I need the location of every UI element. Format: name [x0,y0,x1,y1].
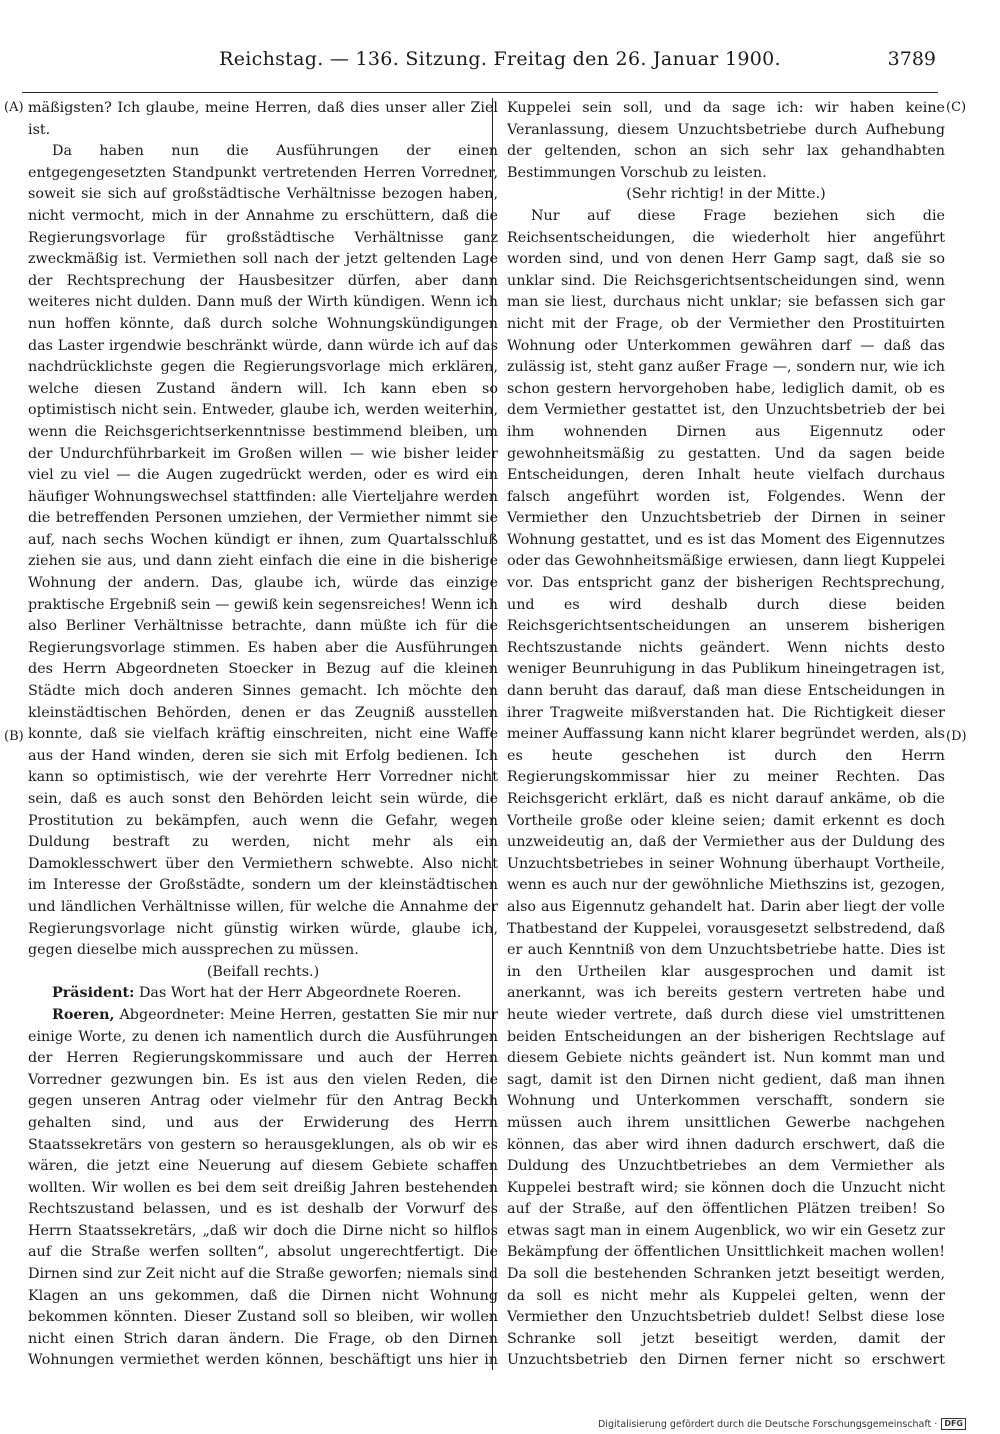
paragraph: Da haben nun die Ausführungen der einen entgegengesetzten Standpunkt vertretenden Herren Vorredner, soweit sie sich auf großstädtische Verhältnisse bezogen haben, nicht vermocht, mich in der Annahme zu erschüttern, daß die Regierungsvorlage für großstädtische Verhältnisse ganz zweckmäßig ist. Vermiethen soll nach der jetzt geltenden Lage der Rechtsprechung der Hausbesitzer dürfen, aber dann weiteres nicht dulden. Dann muß der Wirth kündigen. Wenn ich nun hoffen könnte, daß durch solche Wohnungskündigungen das Laster irgendwie beschränkt würde, dann würde ich auf das nachdrücklichste gegen die Regierungsvorlage mich erklären, welche diesen Zustand ändern will. Ich kann eben so optimistisch nicht sein. Entweder, glaube ich, werden weiterhin, wenn die Reichsgerichtserkenntnisse bestimmend bleiben, um der Undurchführbarkeit im Großen willen — wie bisher leider viel zu viel — die Augen zugedrückt werden, oder es wird ein häufiger Wohnungswechsel stattfinden: alle Vierteljahre werden die betreffenden Personen umziehen, der Vermiether nimmt sie auf, nach sechs Wochen kündigt er ihnen, zum Quartalsschluß ziehen sie aus, und dann zieht einfach die eine in die bisherige Wohnung der andern. Das, glaube ich, würde das einzige praktische Ergebniß sein — gewiß kein segensreiches! Wenn ich also Berliner Verhältnisse betrachte, dann müßte ich für die Regierungsvorlage stimmen. Es haben aber die Ausführungen des Herrn Abgeordneten Stoecker in Bezug auf die kleinen Städte mich doch anderen Sinnes gemacht. Ich möchte den kleinstädtischen Behörden, denen er das Zeugniß ausstellen konnte, daß sie vielfach kräftig einschreiten, nicht eine Waffe aus der Hand winden, deren sie sich mit Erfolg bedienen. Ich kann so optimistisch, wie der verehrte Herr Vorredner nicht sein, daß es auch sonst den Behörden leicht sein würde, die Prostitution zu bekämpfen, auch wenn die Gefahr, wegen Duldung bestraft zu werden, nicht mehr als ein Damoklesschwert über den Vermiethern schwebte. Also nicht im Interesse der Großstädte, sondern um der kleinstädtischen und ländlichen Verhältnisse willen, für welche die Annahme der Regierungsvorlage nicht günstig wirken würde, glaube ich, gegen dieselbe mich aussprechen zu müssen. [28,143,498,959]
column-rule [492,98,493,1370]
margin-mark-a: (A) [4,100,24,115]
paragraph: mäßigsten? Ich glaube, meine Herren, daß dies unser aller Ziel ist. [28,100,498,138]
speaker-paragraph [28,1005,498,1370]
page-number: 3789 [887,48,936,70]
speech-text: Abgeordneter: Meine Herren, gestatten Sie mir nur einige Worte, zu denen ich namentlich durch die Ausführungen der Herren Regierungskommissare und auch der Herren Vorredner gezwungen bin. Es ist aus den vielen Reden, die gegen unseren Antrag oder vielmehr für den Antrag Beckh gehalten sind, und aus der Erwiderung des Herrn Staatssekretärs von gestern so herausgeklungen, als ob wir es wären, die jetzt eine Neuerung auf diesem Gebiete schaffen wollten. Wir wollen es bei dem seit dreißig Jahren bestehenden Rechtszustand belassen, und es ist deshalb der Vorwurf des Herrn Staatssekretärs, „daß wir doch die Dirne nicht so hilflos auf die Straße werfen sollten“, absolut ungerechtfertigt. Die Dirnen sind zur Zeit nicht auf die Straße geworfen; niemals sind Klagen an uns gekommen, daß die Dirnen nicht Wohnung bekommen könnten. Dieser Zustand soll so bleiben, wir wollen nicht einen Strich daran ändern. Die Frage, ob den Dirnen Wohnungen vermiethet werden können, beschäftigt uns hier in [28,1006,498,1369]
paragraph: Nur auf diese Frage beziehen sich die Reichsentscheidungen, die wiederholt hier angeführt worden sind, und von denen Herr Gamp sagt, daß sie so unklar sind. Die Reichsgerichtsentscheidungen sind, wenn man sie liest, durchaus nicht unklar; sie befassen sich gar nicht mit der Frage, ob der Vermiether den Prostituirten Wohnung oder Unterkommen gewähren darf — daß das zulässig ist, steht ganz außer Frage —, sondern nur, wie ich schon gestern hervorgehoben habe, lediglich damit, ob es dem Vermiether gestattet ist, den Unzuchtsbetrieb der bei ihm wohnenden Dirnen aus Eigennutz oder gewohnheitsmäßig zu gestatten. Und da sagen beide Entscheidungen, deren Inhalt heute vielfach durchaus falsch angeführt worden ist, Folgendes. Wenn der Vermiether den Unzuchtsbetrieb der Dirnen in seiner Wohnung gestattet, und es ist das Moment des Eigennutzes oder das Gewohnheitsmäßige erwiesen, dann liegt Kuppelei vor. Das entspricht ganz der bisherigen Rechtsprechung, und es wird deshalb durch diese beiden Reichsgerichtsentscheidungen an unserem bisherigen Rechtszustande nichts geändert. Wenn nichts desto weniger Beunruhigung in das Publikum hineingetragen ist, dann beruht das darauf, daß man diese Entscheidungen in ihrer Tragweite mißverstanden hat. Die Richtigkeit dieser meiner Auffassung kann nicht klarer begründet werden, als es heute geschehen ist durch den Herrn Regierungskommissar hier zu meiner Rechten. Das Reichsgericht erklärt, daß es nicht darauf ankäme, ob die Vortheile große oder kleine seien; damit erkennt es doch unzweideutig an, daß der Vermiether aus der Duldung des Unzuchtsbetriebes in seiner Wohnung überhaupt Vortheile, wenn es auch nur der gewöhnliche Miethszins ist, gezogen, also aus Eigennutz gehandelt hat. Darin aber liegt der volle Thatbestand der Kuppelei, vorausgesetzt selbstredend, daß er auch Kenntniß von dem Unzuchtsbetriebe hatte. Dies ist in den Urtheilen klar ausgesprochen und damit ist anerkannt, was ich bereits gestern vertreten habe und heute wieder vertrete, daß durch diese viel umstrittenen beiden Entscheidungen an der bisherigen Rechtslage auf diesem Gebiete nichts geändert ist. Nun kommt man und sagt, damit ist den Dirnen nicht gedient, daß man ihnen Wohnung und Unterkommen verschafft, sondern sie müssen auch ihrem unsittlichen Gewerbe nachgehen können, das aber wird ihnen dadurch erschwert, daß die Duldung des Unzuchtbetriebes an dem Vermiether als Kuppelei bestraft wird; sie können doch die Unzucht nicht auf der Straße, auf den öffentlichen Plätzen treiben! So etwas sagt man in einem Augenblick, wo wir ein Gesetz zur Bekämpfung der öffentlichen Unsittlichkeit machen wollen! Da soll die bestehenden Schranken jetzt beseitigt werden, da soll es nicht mehr als Kuppelei gelten, wenn der Vermiether den Unzuchtsbetrieb duldet! Selbst diese lose Schranke soll jetzt beseitigt werden, damit der Unzuchtsbetrieb den Dirnen ferner nicht so erschwert [507,207,945,1369]
speech-text: Das Wort hat der Herr Abgeordnete Roeren. [138,985,462,1002]
speaker-name: Präsident: [52,985,135,1002]
margin-mark-b: (B) [4,729,24,744]
margin-mark-d: (D) [946,729,967,744]
left-column [28,98,498,1370]
interjection: (Beifall rechts.) [206,963,320,980]
credit-text: Digitalisierung gefördert durch die Deutsche Forschungsgemeinschaft · [597,1418,938,1430]
digitization-credit [598,1418,966,1430]
dfg-logo-icon: DFG [941,1418,966,1430]
header-rule [22,92,938,93]
right-column [507,98,945,1370]
speaker-name: Roeren, [52,1006,115,1023]
interjection: (Sehr richtig! in der Mitte.) [626,186,826,203]
paragraph: Kuppelei sein soll, und da sage ich: wir haben keine Veranlassung, diesem Unzuchtsbetriebe durch Aufhebung der geltenden, schon an sich sehr lax gehandhabten Bestimmungen Vorschub zu leisten. [507,100,945,181]
speaker-paragraph [28,983,498,1005]
page-header [0,44,1000,84]
running-title: Reichstag. — 136. Sitzung. Freitag den 26. Januar 1900. [219,48,781,70]
margin-mark-c: (C) [946,100,967,115]
